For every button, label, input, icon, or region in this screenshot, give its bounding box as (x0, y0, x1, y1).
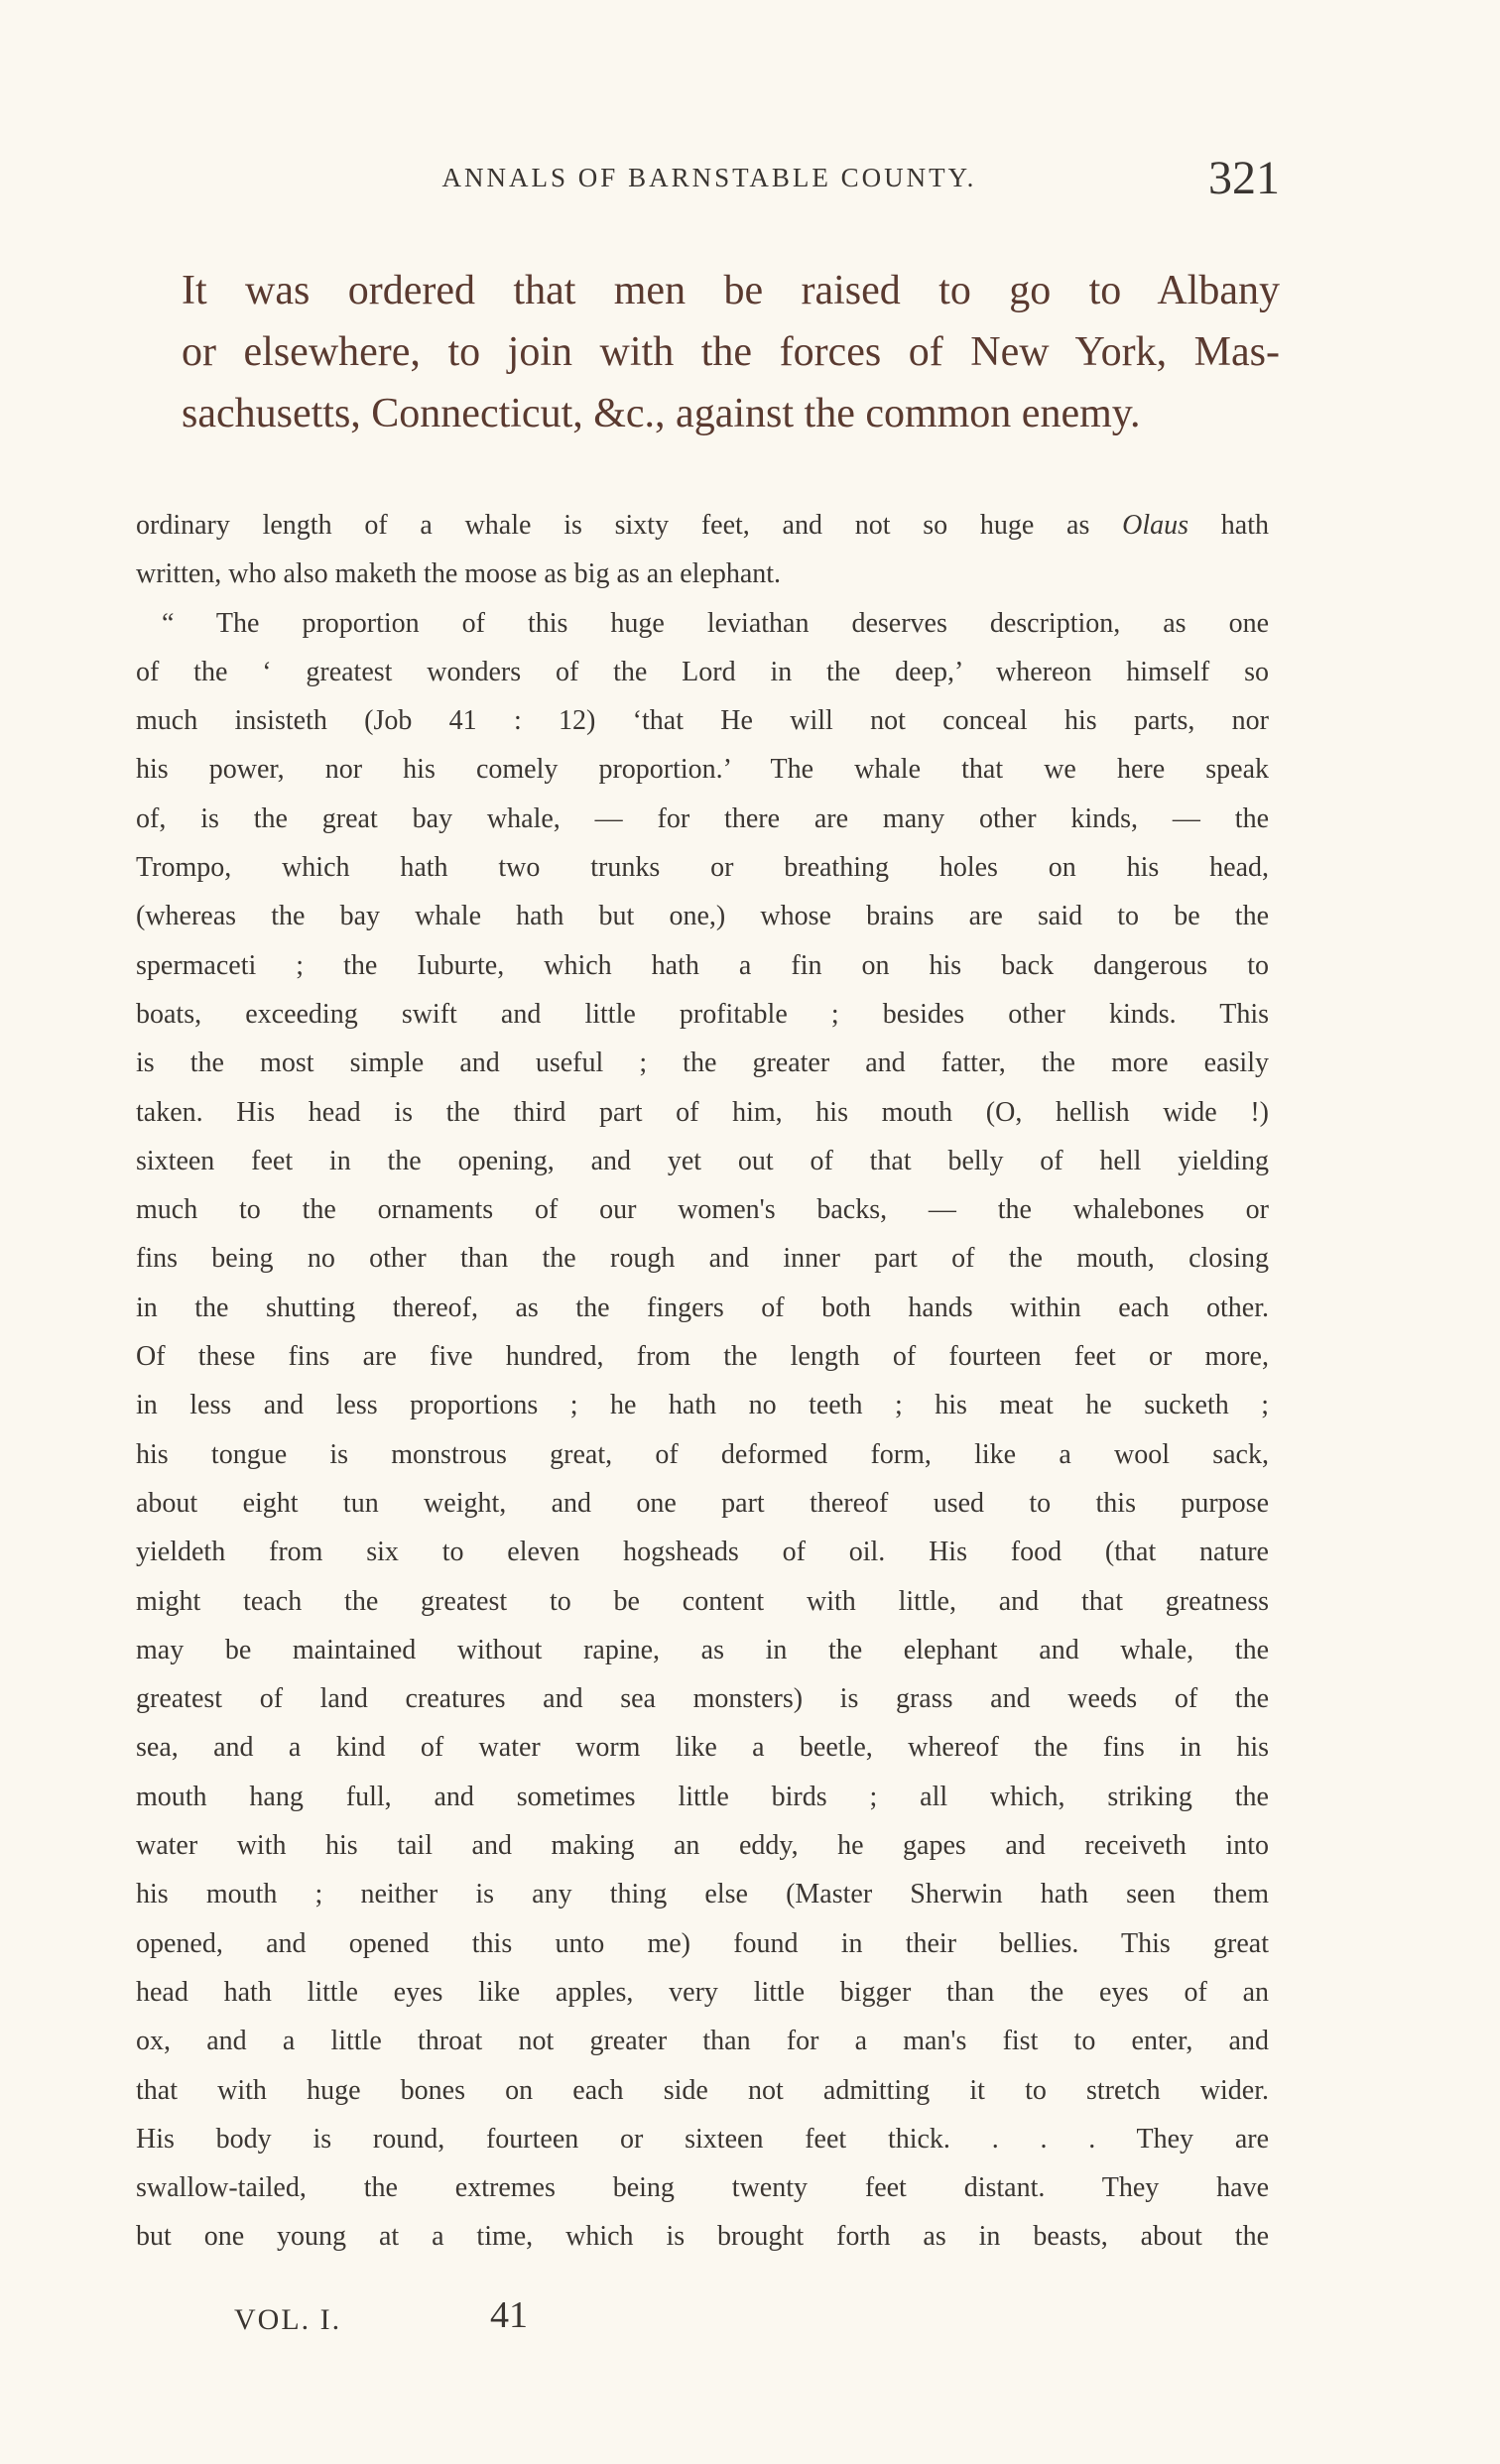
footnote-line: of, is the great bay whale, — for there are many other kinds, — the (136, 802, 1269, 834)
footnote-line: might teach the greatest to be content with little, and that greatness (136, 1585, 1269, 1617)
page-number: 321 (1208, 152, 1280, 204)
footnote-line: ordinary length of a whale is sixty feet, and not so huge as Olaus hath (136, 510, 1269, 541)
footnote-line: his power, nor his comely proportion.’ The whale that we here speak (136, 754, 1269, 786)
footnote-text (136, 501, 1269, 2262)
footnote-line: his mouth ; neither is any thing else (Master Sherwin hath seen them (136, 1879, 1269, 1910)
footnote-line: in less and less proportions ; he hath no teeth ; his meat he sucketh ; (136, 1390, 1269, 1421)
footnote-line: about eight tun weight, and one part thereof used to this purpose (136, 1487, 1269, 1519)
footnote-line: swallow-tailed, the extremes being twenty feet distant. They have (136, 2172, 1269, 2204)
footnote-line: His body is round, fourteen or sixteen feet thick. . . . They are (136, 2123, 1269, 2155)
footnote-line: yieldeth from six to eleven hogsheads of oil. His food (that nature (136, 1537, 1269, 1568)
footnote-line: spermaceti ; the Iuburte, which hath a fin on his back dangerous to (136, 949, 1269, 981)
footnote-line: “ The proportion of this huge leviathan deserves description, as one (162, 607, 1269, 639)
signature-line (234, 2293, 730, 2343)
footnote-line: Trompo, which hath two trunks or breathing holes on his head, (136, 852, 1269, 884)
ordinance-line: It was ordered that men be raised to go to Albany (182, 268, 1280, 313)
footnote-line: mouth hang full, and sometimes little birds ; all which, striking the (136, 1781, 1269, 1812)
footnote-line: sixteen feet in the opening, and yet out of that belly of hell yielding (136, 1145, 1269, 1176)
footnote-line: is the most simple and useful ; the greater and fatter, the more easily (136, 1047, 1269, 1079)
footnote-line: opened, and opened this unto me) found in their bellies. This great (136, 1927, 1269, 1959)
footnote-line: of the ‘ greatest wonders of the Lord in the deep,’ whereon himself so (136, 656, 1269, 687)
footnote-line: his tongue is monstrous great, of deformed form, like a wool sack, (136, 1438, 1269, 1470)
ordinance-paragraph (182, 260, 1280, 444)
footnote-line: (whereas the bay whale hath but one,) whose brains are said to be the (136, 901, 1269, 932)
footnote-line: much to the ornaments of our women's backs, — the whalebones or (136, 1194, 1269, 1226)
ordinance-line: sachusetts, Connecticut, &c., against the common enemy. (182, 391, 1141, 436)
footnote-line: sea, and a kind of water worm like a beetle, whereof the fins in his (136, 1732, 1269, 1764)
footnote-line: in the shutting thereof, as the fingers of both hands within each other. (136, 1292, 1269, 1323)
footnote-line: taken. His head is the third part of him, his mouth (O, hellish wide !) (136, 1096, 1269, 1128)
signature-number: 41 (490, 2294, 528, 2336)
running-head (402, 152, 1280, 204)
footnote-line: greatest of land creatures and sea monsters) is grass and weeds of the (136, 1683, 1269, 1715)
footnote-line: that with huge bones on each side not admitting it to stretch wider. (136, 2074, 1269, 2106)
footnote-line: Of these fins are five hundred, from the length of fourteen feet or more, (136, 1341, 1269, 1373)
running-title: ANNALS OF BARNSTABLE COUNTY. (441, 163, 977, 192)
volume-label: VOL. I. (234, 2303, 342, 2336)
footnote-line: but one young at a time, which is brought forth as in beasts, about the (136, 2221, 1269, 2253)
footnote-line: ox, and a little throat not greater than for a man's fist to enter, and (136, 2026, 1269, 2057)
footnote-line: written, who also maketh the moose as big as an elephant. (136, 558, 782, 590)
footnote-line: much insisteth (Job 41 : 12) ‘that He will not conceal his parts, nor (136, 705, 1269, 737)
footnote-line: boats, exceeding swift and little profitable ; besides other kinds. This (136, 998, 1269, 1030)
footnote-line: water with his tail and making an eddy, he gapes and receiveth into (136, 1830, 1269, 1862)
footnote-line: fins being no other than the rough and inner part of the mouth, closing (136, 1243, 1269, 1275)
ordinance-line: or elsewhere, to join with the forces of New York, Mas- (182, 329, 1280, 375)
footnote-line: may be maintained without rapine, as in the elephant and whale, the (136, 1634, 1269, 1665)
footnote-line: head hath little eyes like apples, very little bigger than the eyes of an (136, 1976, 1269, 2008)
